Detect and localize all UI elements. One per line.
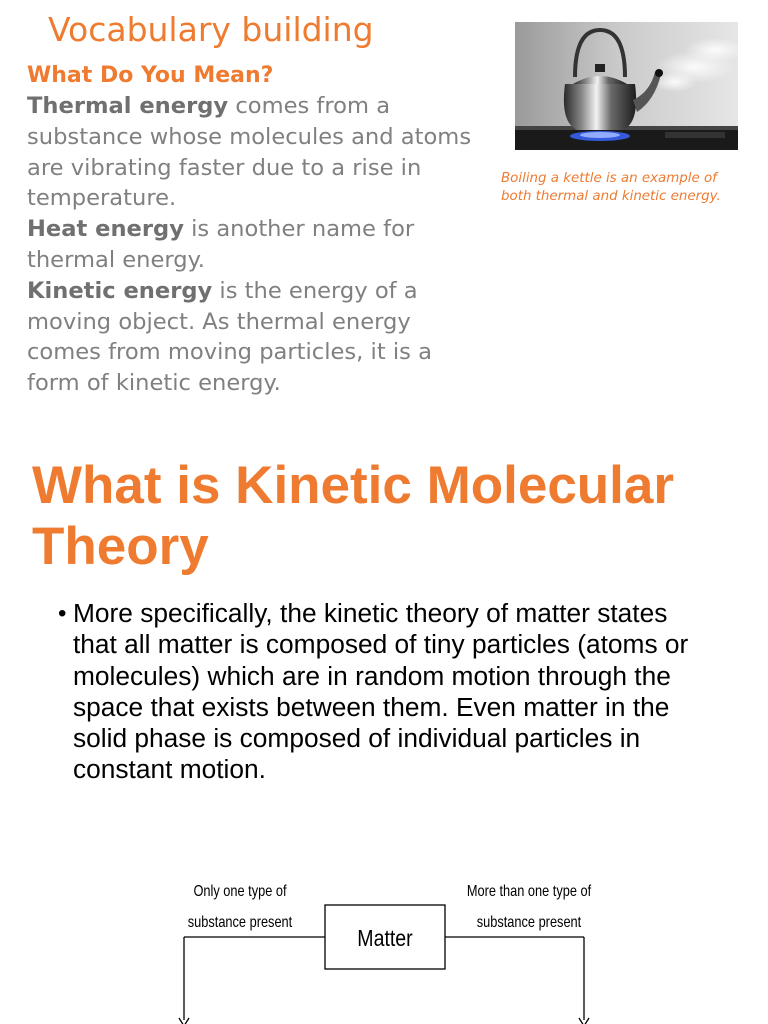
term-thermal-energy: Thermal energy: [27, 93, 229, 119]
term-heat-energy: Heat energy: [27, 216, 184, 243]
bullet-icon: •: [58, 600, 67, 627]
photo-caption: Boiling a kettle is an example of both thermal and kinetic energy.: [501, 171, 721, 204]
definition-kinetic-energy: [27, 276, 482, 399]
matter-classification-diagram: [0, 860, 768, 1024]
definition-text: is the energy of a moving object. As thermal energy comes from moving particles, it is a form of kinetic energy.: [27, 277, 432, 397]
vocabulary-subheading: What Do You Mean?: [27, 63, 274, 88]
vocabulary-title: Vocabulary building: [48, 10, 374, 49]
section-title: What is Kinetic Molecular Theory: [32, 456, 675, 576]
right-label-line2: substance present: [476, 913, 582, 932]
definition-thermal-energy: [27, 91, 482, 214]
definition-heat-energy: [27, 214, 482, 276]
left-label-line1: Only one type of: [193, 882, 287, 901]
vocabulary-definitions: [27, 91, 482, 399]
term-kinetic-energy: Kinetic energy: [27, 277, 213, 304]
definition-text: is another name for thermal energy.: [27, 216, 415, 273]
right-label-line1: More than one type of: [466, 882, 592, 901]
bullet-text: More specifically, the kinetic theory of matter states that all matter is composed of tiny particles (atoms or molecules) which are in random motion through the space that exists between them. Even matter in the solid phase is composed of individual particles in constant motion.: [73, 598, 689, 785]
matter-label: Matter: [357, 925, 413, 952]
definition-text: comes from a substance whose molecules and atoms are vibrating faster due to a rise in temperature.: [27, 93, 472, 212]
left-label-line2: substance present: [187, 913, 293, 932]
kettle-photo: [515, 22, 738, 150]
